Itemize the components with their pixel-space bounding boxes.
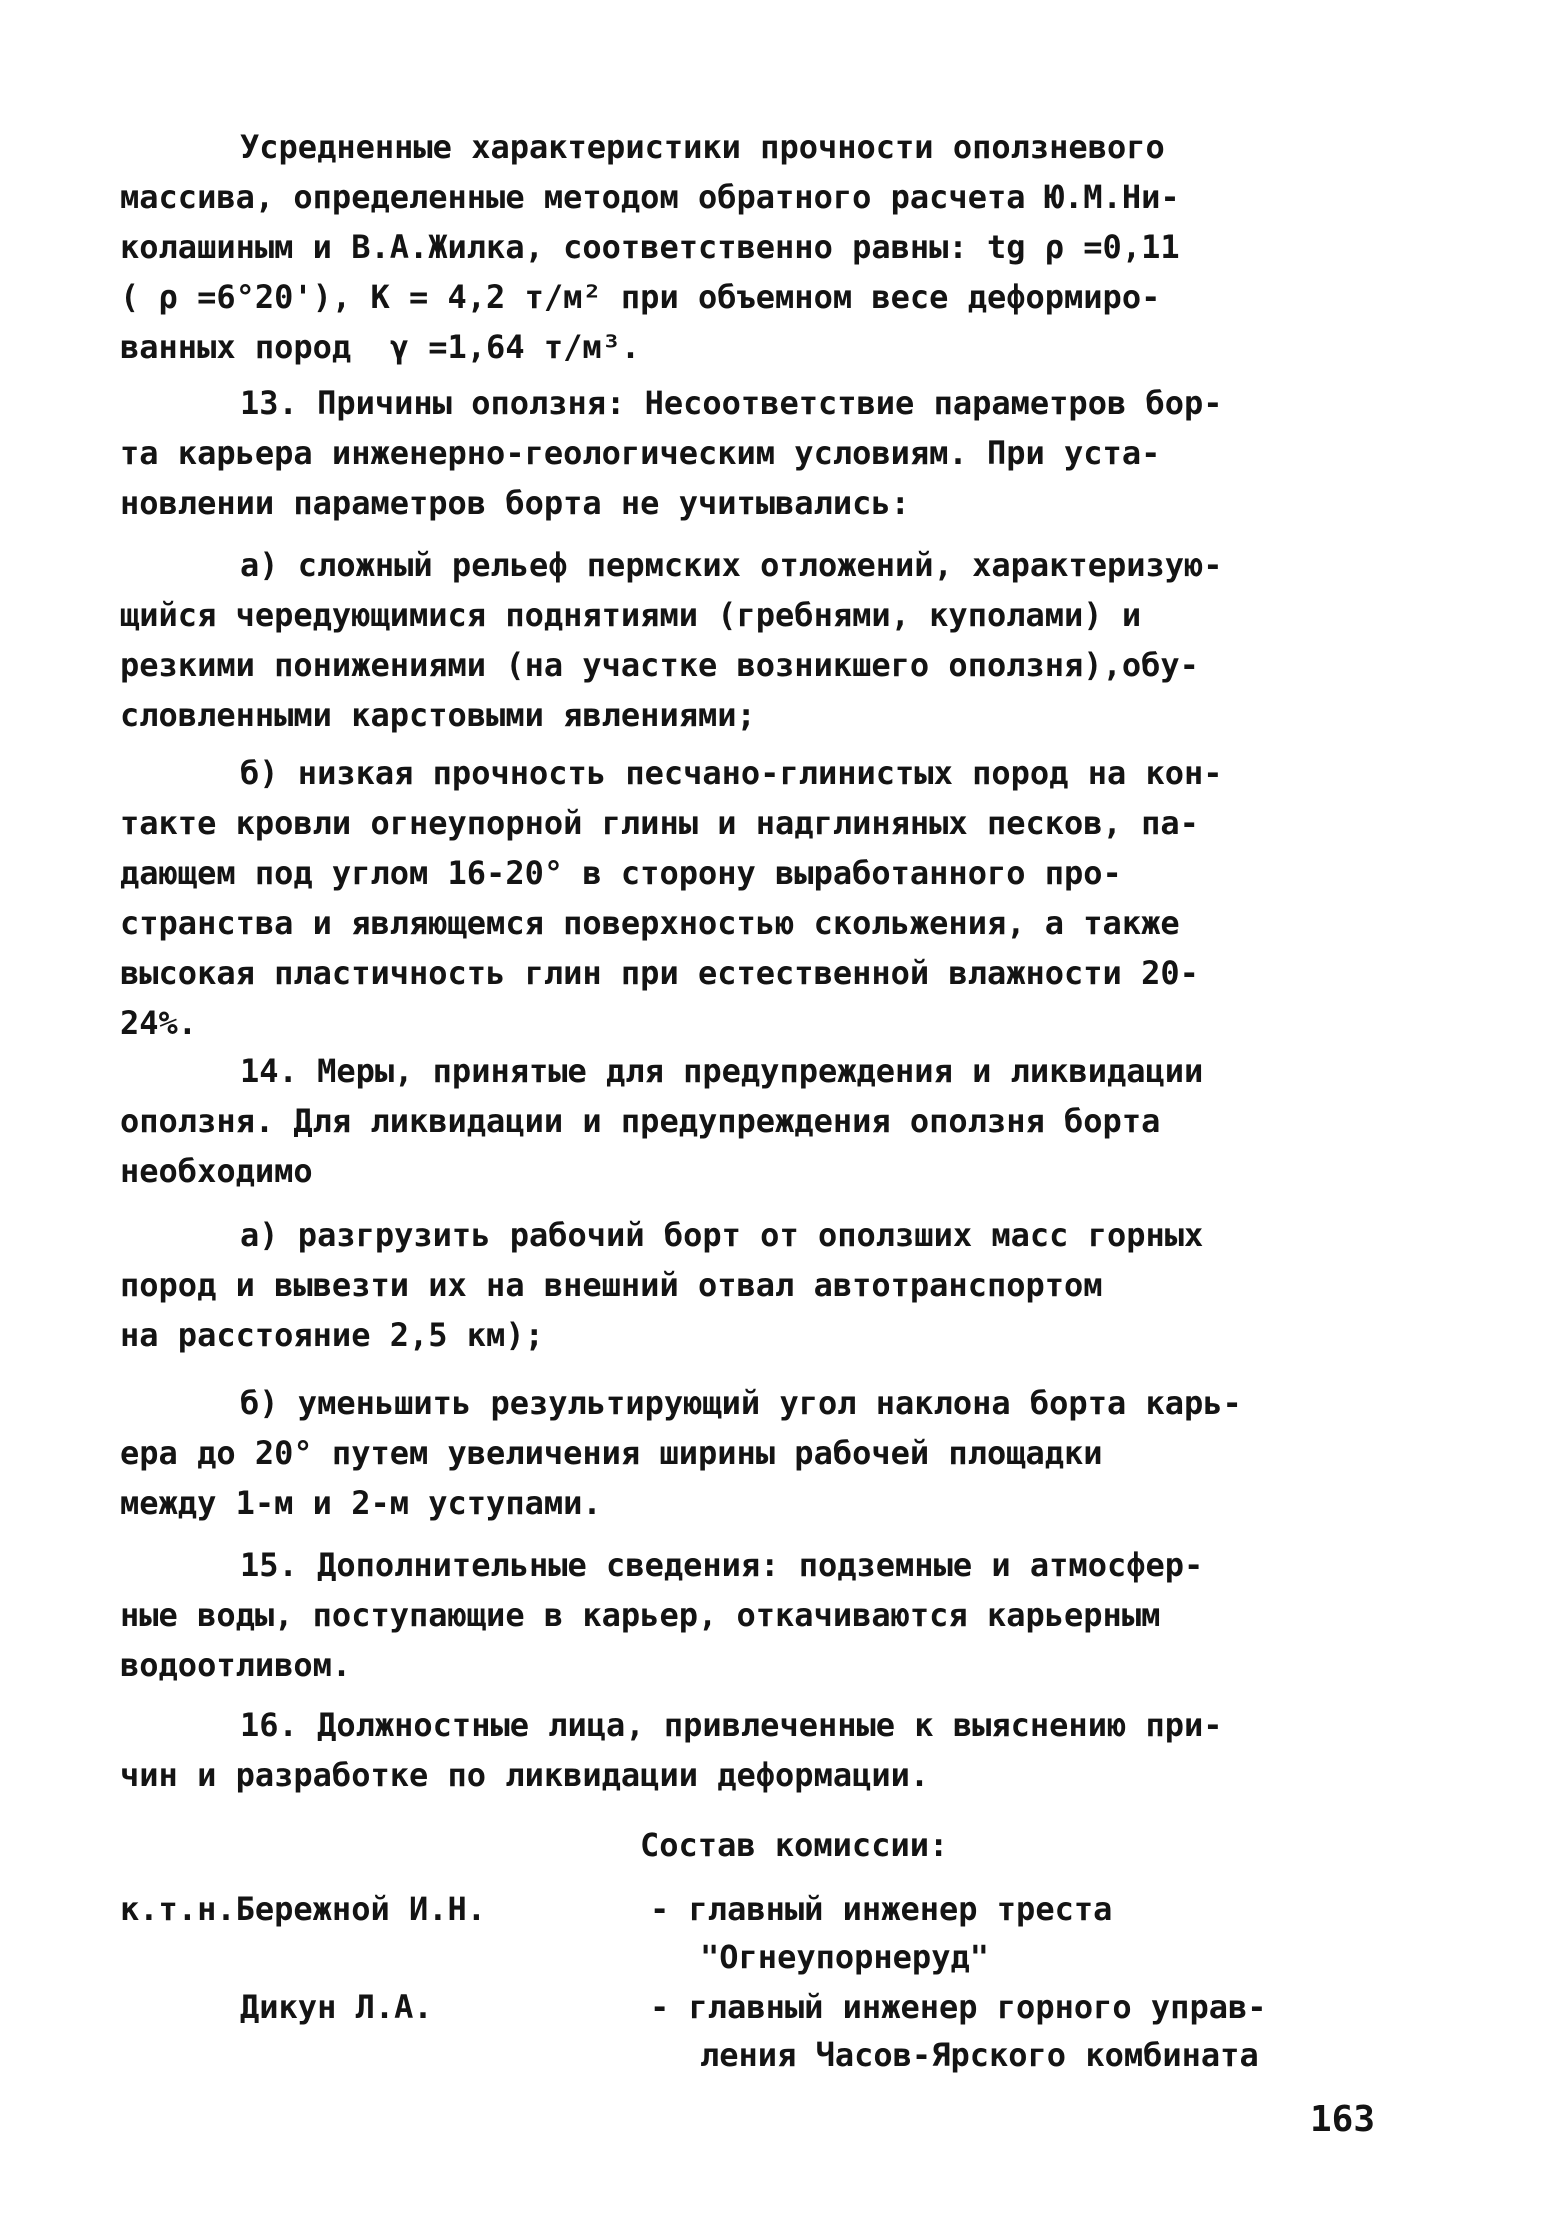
text-line: ные воды, поступающие в карьер, откачиваются карьерным (120, 1596, 1161, 1634)
commission-member (120, 1884, 1440, 1984)
text-line: 24%. (120, 1004, 198, 1042)
text-line: на расстояние 2,5 км); (120, 1316, 544, 1354)
text-line: высокая пластичность глин при естественной влажности 20- (120, 954, 1199, 992)
text-line: 15. Дополнительные сведения: подземные и атмосфер- (240, 1546, 1204, 1584)
paragraph-14-measures (120, 1046, 1420, 1196)
text-line: новлении параметров борта не учитывались: (120, 484, 910, 522)
commission-title: Состав комиссии: (640, 1826, 949, 1864)
text-line: 16. Должностные лица, привлеченные к выяснению при- (240, 1706, 1223, 1744)
text-line: та карьера инженерно-геологическим условиям. При уста- (120, 434, 1161, 472)
paragraph-16-officials (120, 1700, 1420, 1800)
text-line: дающем под углом 16-20° в сторону выработанного про- (120, 854, 1122, 892)
text-line: 14. Меры, принятые для предупреждения и ликвидации (240, 1052, 1204, 1090)
text-line: а) разгрузить рабочий борт от оползших масс горных (240, 1216, 1204, 1254)
text-line: такте кровли огнеупорной глины и надглиняных песков, па- (120, 804, 1199, 842)
member-role: - главный инженер треста (650, 1890, 1113, 1928)
member-name: Дикун Л.А. (240, 1988, 433, 2026)
page-number: 163 (1310, 2099, 1376, 2140)
text-line: колашиным и В.А.Жилка, соответственно равны: tg ρ =0,11 (120, 228, 1180, 266)
text-line: странства и являющемся поверхностью скольжения, а также (120, 904, 1180, 942)
text-line: 13. Причины оползня: Несоответствие параметров бор- (240, 384, 1223, 422)
member-name: к.т.н.Бережной И.Н. (120, 1890, 487, 1928)
text-line: б) уменьшить результирующий угол наклона борта карь- (240, 1384, 1242, 1422)
text-line: ера до 20° путем увеличения ширины рабочей площадки (120, 1434, 1103, 1472)
text-line: б) низкая прочность песчано-глинистых пород на кон- (240, 754, 1223, 792)
paragraph-13a (120, 540, 1420, 740)
paragraph-14b (120, 1378, 1420, 1528)
text-line: между 1-м и 2-м уступами. (120, 1484, 602, 1522)
paragraph-14a (120, 1210, 1420, 1360)
text-line: ванных пород γ =1,64 т/м³. (120, 328, 641, 366)
text-line: водоотливом. (120, 1646, 352, 1684)
text-line: оползня. Для ликвидации и предупреждения оползня борта (120, 1102, 1161, 1140)
paragraph-13b (120, 748, 1420, 1048)
text-line: необходимо (120, 1152, 313, 1190)
text-line: массива, определенные методом обратного расчета Ю.М.Ни- (120, 178, 1180, 216)
paragraph-13-causes (120, 378, 1420, 528)
text-line: резкими понижениями (на участке возникшего оползня),обу- (120, 646, 1199, 684)
text-line: пород и вывезти их на внешний отвал автотранспортом (120, 1266, 1103, 1304)
member-role: "Огнеупорнеруд" (700, 1938, 989, 1976)
text-line: Усредненные характеристики прочности оползневого (240, 128, 1165, 166)
text-line: щийся чередующимися поднятиями (гребнями, куполами) и (120, 596, 1142, 634)
text-line: ( ρ =6°20'), К = 4,2 т/м² при объемном весе деформиро- (120, 278, 1161, 316)
commission-member (120, 1982, 1440, 2082)
member-role: - главный инженер горного управ- (650, 1988, 1267, 2026)
paragraph-strength-characteristics (120, 122, 1420, 372)
member-role: ления Часов-Ярского комбината (700, 2036, 1259, 2074)
text-line: чин и разработке по ликвидации деформации. (120, 1756, 930, 1794)
text-line: словленными карстовыми явлениями; (120, 696, 756, 734)
paragraph-15-additional (120, 1540, 1420, 1690)
text-line: а) сложный рельеф пермских отложений, характеризую- (240, 546, 1223, 584)
